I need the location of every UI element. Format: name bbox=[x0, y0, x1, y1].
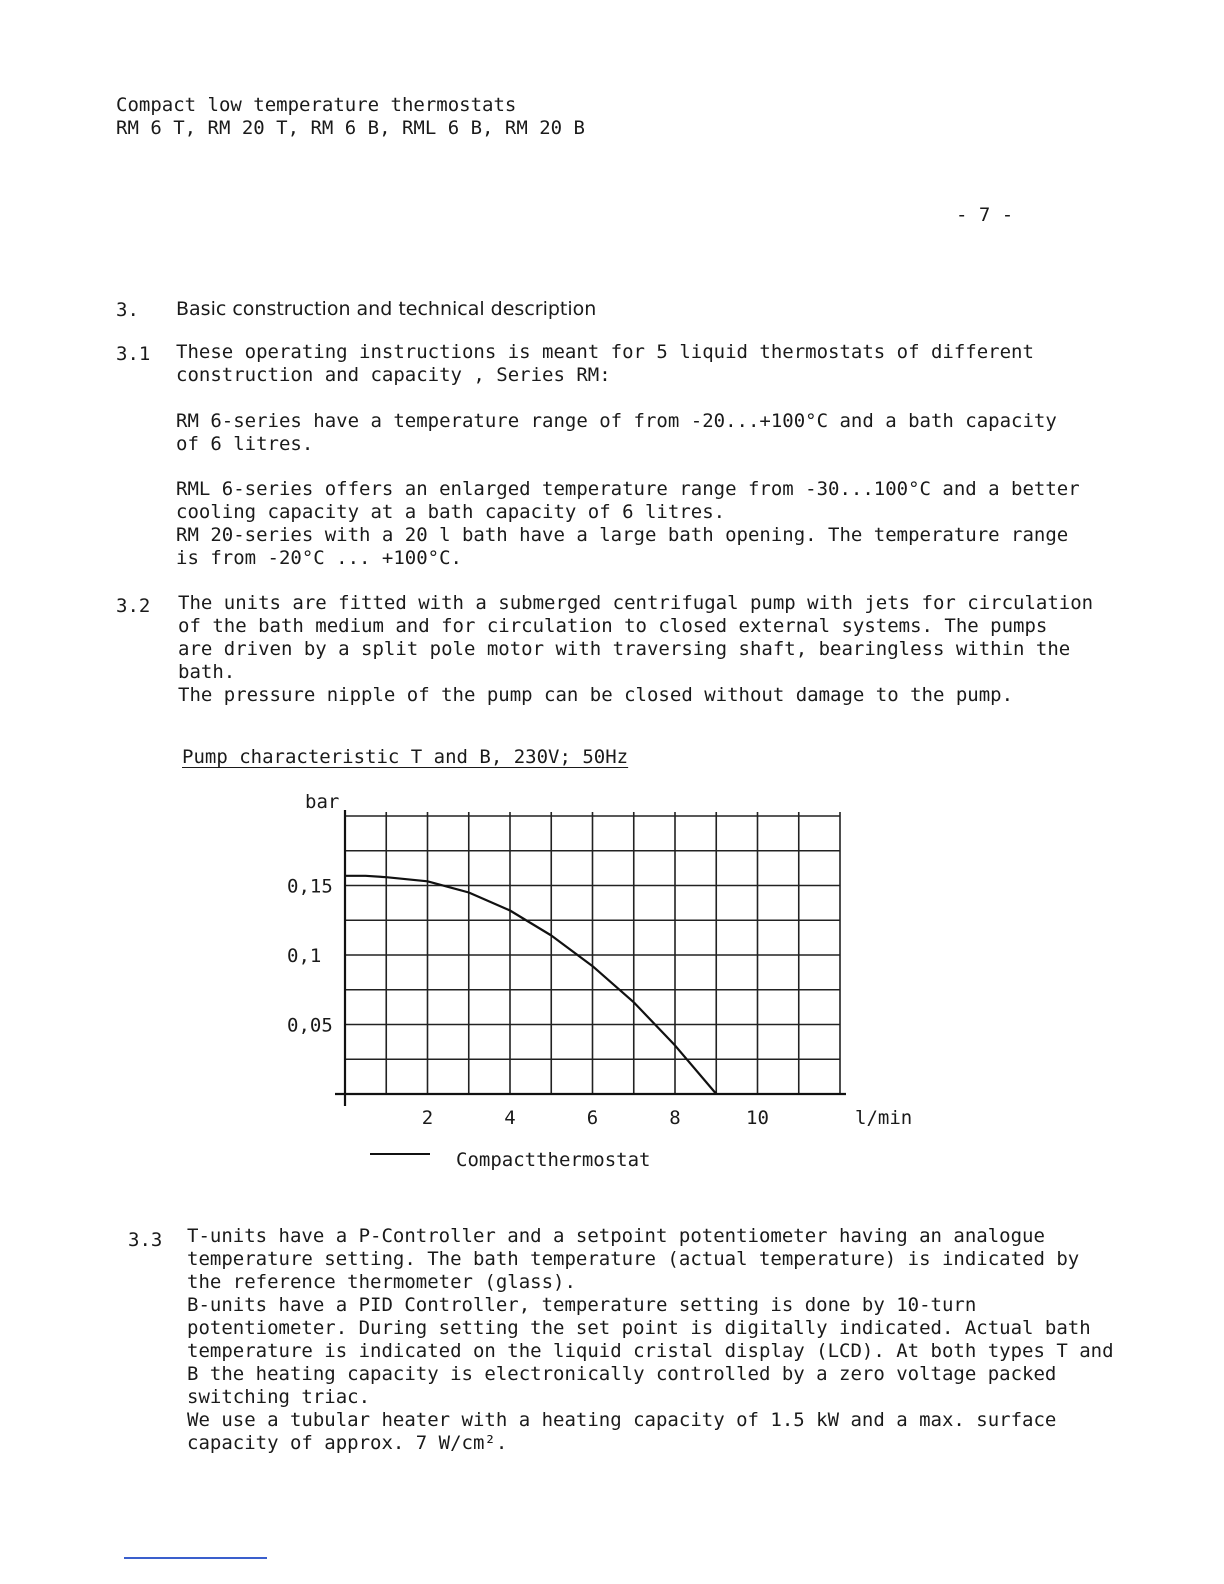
text-line: temperature setting. The bath temperature (actual temperature) is indicated by bbox=[187, 1248, 1080, 1270]
text-line: of the bath medium and for circulation to closed external systems. The pumps bbox=[178, 615, 1048, 637]
header-models: RM 6 T, RM 20 T, RM 6 B, RML 6 B, RM 20 B bbox=[116, 117, 585, 139]
page-number: - 7 - bbox=[956, 204, 1014, 226]
text-line: The pressure nipple of the pump can be closed without damage to the pump. bbox=[178, 684, 1014, 706]
legend-label: Compactthermostat bbox=[456, 1149, 651, 1171]
text-line: capacity of approx. 7 W/cm². bbox=[187, 1432, 508, 1454]
subsection-number-3-2: 3.2 bbox=[116, 595, 151, 617]
paragraph-3-1-rm6 bbox=[176, 410, 1057, 456]
text-line: We use a tubular heater with a heating capacity of 1.5 kW and a max. surface bbox=[187, 1409, 1057, 1431]
text-line: These operating instructions is meant for 5 liquid thermostats of different bbox=[176, 341, 1034, 363]
y-tick-label: 0,05 bbox=[287, 1014, 333, 1037]
text-line: construction and capacity , Series RM: bbox=[176, 364, 611, 386]
footer-rule bbox=[124, 1557, 267, 1559]
text-line: RM 20-series with a 20 l bath have a large bath opening. The temperature range bbox=[176, 524, 1069, 546]
text-line: T-units have a P-Controller and a setpoint potentiometer having an analogue bbox=[187, 1225, 1045, 1247]
subsection-number-3-1: 3.1 bbox=[116, 343, 151, 365]
text-line: cooling capacity at a bath capacity of 6 litres. bbox=[176, 501, 726, 523]
paragraph-3-3 bbox=[187, 1225, 1114, 1455]
header-title: Compact low temperature thermostats bbox=[116, 94, 517, 116]
series-line-compactthermostat bbox=[345, 876, 716, 1094]
subsection-number-3-3: 3.3 bbox=[128, 1229, 163, 1251]
x-axis-label: l/min bbox=[855, 1107, 913, 1129]
text-line: temperature is indicated on the liquid cristal display (LCD). At both types T and bbox=[187, 1340, 1114, 1362]
x-tick-label: 4 bbox=[504, 1107, 516, 1129]
text-line: RM 6-series have a temperature range of from -20...+100°C and a bath capacity bbox=[176, 410, 1057, 432]
x-tick-label: 8 bbox=[669, 1107, 681, 1129]
text-line: B-units have a PID Controller, temperature setting is done by 10-turn bbox=[187, 1294, 977, 1316]
text-line: is from -20°C ... +100°C. bbox=[176, 547, 462, 569]
text-line: are driven by a split pole motor with traversing shaft, bearingless within the bbox=[178, 638, 1071, 660]
section-number: 3. bbox=[116, 299, 139, 321]
text-line: RML 6-series offers an enlarged temperature range from -30...100°C and a better bbox=[176, 478, 1080, 500]
pump-characteristic-chart bbox=[270, 780, 930, 1180]
x-tick-label: 6 bbox=[586, 1107, 599, 1129]
paragraph-3-2 bbox=[178, 592, 1093, 707]
paragraph-3-1-intro bbox=[176, 341, 1034, 387]
text-line: bath. bbox=[178, 661, 236, 683]
y-tick-label: 0,15 bbox=[287, 875, 333, 898]
y-tick-label: 0,1 bbox=[287, 945, 322, 967]
y-axis-label: bar bbox=[305, 791, 340, 813]
paragraph-3-1-rml6-rm20 bbox=[176, 478, 1080, 570]
x-tick-label: 10 bbox=[746, 1107, 769, 1129]
text-line: the reference thermometer (glass). bbox=[187, 1271, 576, 1293]
text-line: of 6 litres. bbox=[176, 433, 314, 455]
chart-title: Pump characteristic T and B, 230V; 50Hz bbox=[182, 746, 629, 768]
text-line: switching triac. bbox=[187, 1386, 371, 1408]
text-line: potentiometer. During setting the set point is digitally indicated. Actual bath bbox=[187, 1317, 1091, 1339]
x-tick-label: 2 bbox=[421, 1107, 434, 1129]
text-line: The units are fitted with a submerged centrifugal pump with jets for circulation bbox=[178, 592, 1094, 614]
text-line: B the heating capacity is electronically controlled by a zero voltage packed bbox=[187, 1363, 1057, 1385]
section-title: Basic construction and technical description bbox=[176, 298, 597, 320]
